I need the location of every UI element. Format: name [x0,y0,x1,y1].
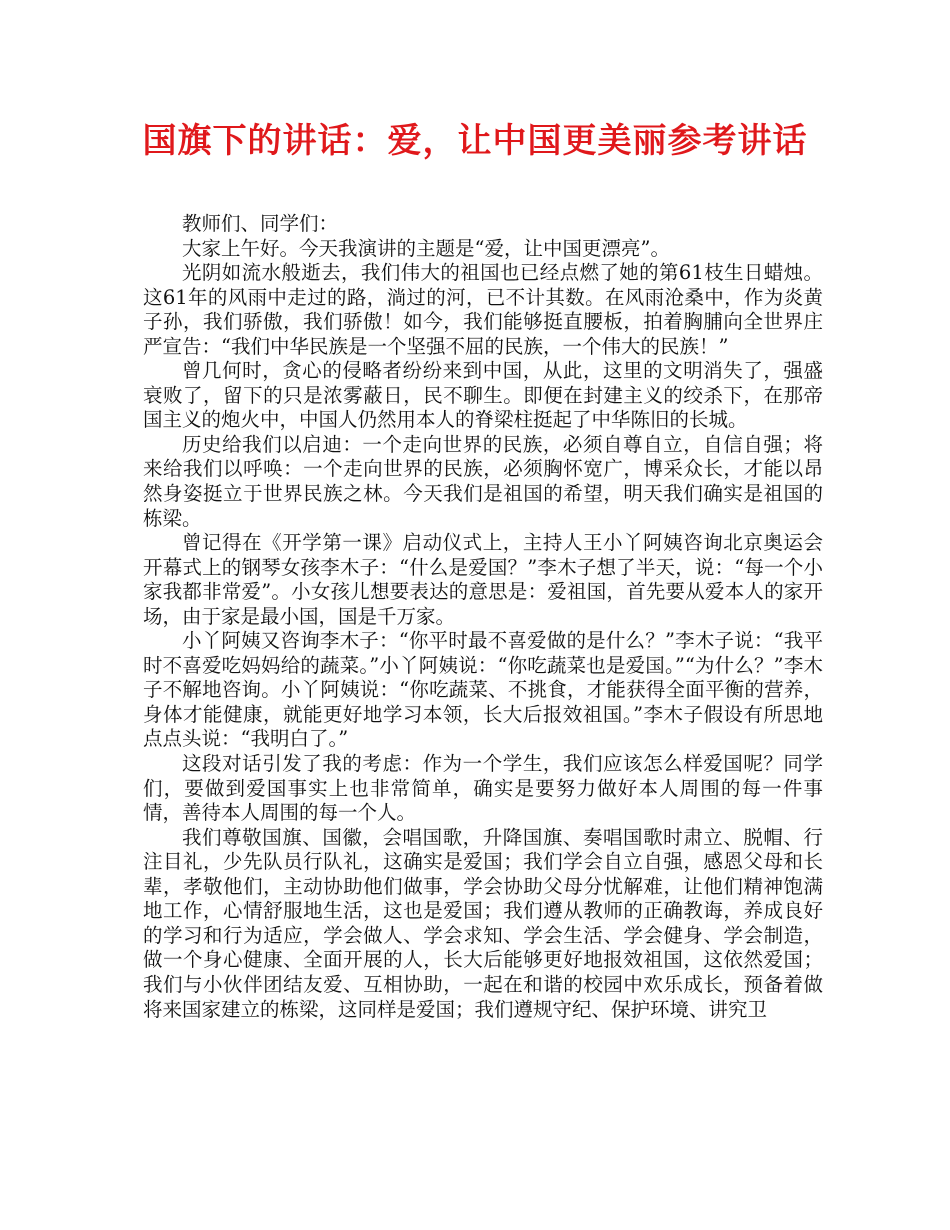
paragraph-3: 光阴如流水般逝去，我们伟大的祖国也已经点燃了她的第61枝生日蜡烛。这61年的风雨中走过的路，淌过的河，已不计其数。在风雨沧桑中，作为炎黄子孙，我们骄傲，我们骄傲！如今，我们能够挺直腰板，拍着胸脯向全世界庄严宣告：“我们中华民族是一个坚强不屈的民族，一个伟大的民族！” [143,261,823,358]
paragraph-7: 小丫阿姨又咨询李木子：“你平时最不喜爱做的是什么？”李木子说：“我平时不喜爱吃妈妈给的蔬菜。”小丫阿姨说：“你吃蔬菜也是爱国。”“为什么？”李木子不解地咨询。小丫阿姨说：“你吃蔬菜、不挑食，才能获得全面平衡的营养，身体才能健康，就能更好地学习本领，长大后报效祖国。”李木子假设有所思地点点头说：“我明白了。” [143,629,823,751]
paragraph-6: 曾记得在《开学第一课》启动仪式上，主持人王小丫阿姨咨询北京奥运会开幕式上的钢琴女孩李木子：“什么是爱国？”李木子想了半天，说：“每一个小家我都非常爱”。小女孩儿想要表达的意思是：爱祖国，首先要从爱本人的家开场，由于家是最小国，国是千万家。 [143,531,823,628]
paragraph-9: 我们尊敬国旗、国徽，会唱国歌，升降国旗、奏唱国歌时肃立、脱帽、行注目礼，少先队员行队礼，这确实是爱国；我们学会自立自强，感恩父母和长辈，孝敬他们，主动协助他们做事，学会协助父母分忧解难，让他们精神饱满地工作，心情舒服地生活，这也是爱国；我们遵从教师的正确教诲，养成良好的学习和行为适应，学会做人、学会求知、学会生活、学会健身、学会制造，做一个身心健康、全面开展的人，长大后能够更好地报效祖国，这依然爱国；我们与小伙伴团结友爱、互相协助，一起在和谐的校园中欢乐成长，预备着做将来国家建立的栋梁，这同样是爱国；我们遵规守纪、保护环境、讲究卫 [143,825,823,1021]
document-title: 国旗下的讲话：爱，让中国更美丽参考讲话 [142,121,808,161]
paragraph-greeting: 教师们、同学们： [182,212,339,235]
paragraph-opening: 大家上午好。今天我演讲的主题是“爱，让中国更漂亮”。 [182,236,670,260]
paragraph-4: 曾几何时，贪心的侵略者纷纷来到中国，从此，这里的文明消失了，强盛衰败了，留下的只是浓雾蔽日，民不聊生。即便在封建主义的绞杀下，在那帝国主义的炮火中，中国人仍然用本人的脊梁柱挺起了中华陈旧的长城。 [143,359,823,432]
paragraph-8: 这段对话引发了我的考虑：作为一个学生，我们应该怎么样爱国呢？同学们，要做到爱国事实上也非常简单，确实是要努力做好本人周围的每一件事情，善待本人周围的每一个人。 [143,752,823,825]
paragraph-5: 历史给我们以启迪：一个走向世界的民族，必须自尊自立，自信自强；将来给我们以呼唤：一个走向世界的民族，必须胸怀宽广，博采众长，才能以昂然身姿挺立于世界民族之林。今天我们是祖国的希望，明天我们确实是祖国的栋梁。 [143,432,823,530]
document-body [143,212,823,1022]
